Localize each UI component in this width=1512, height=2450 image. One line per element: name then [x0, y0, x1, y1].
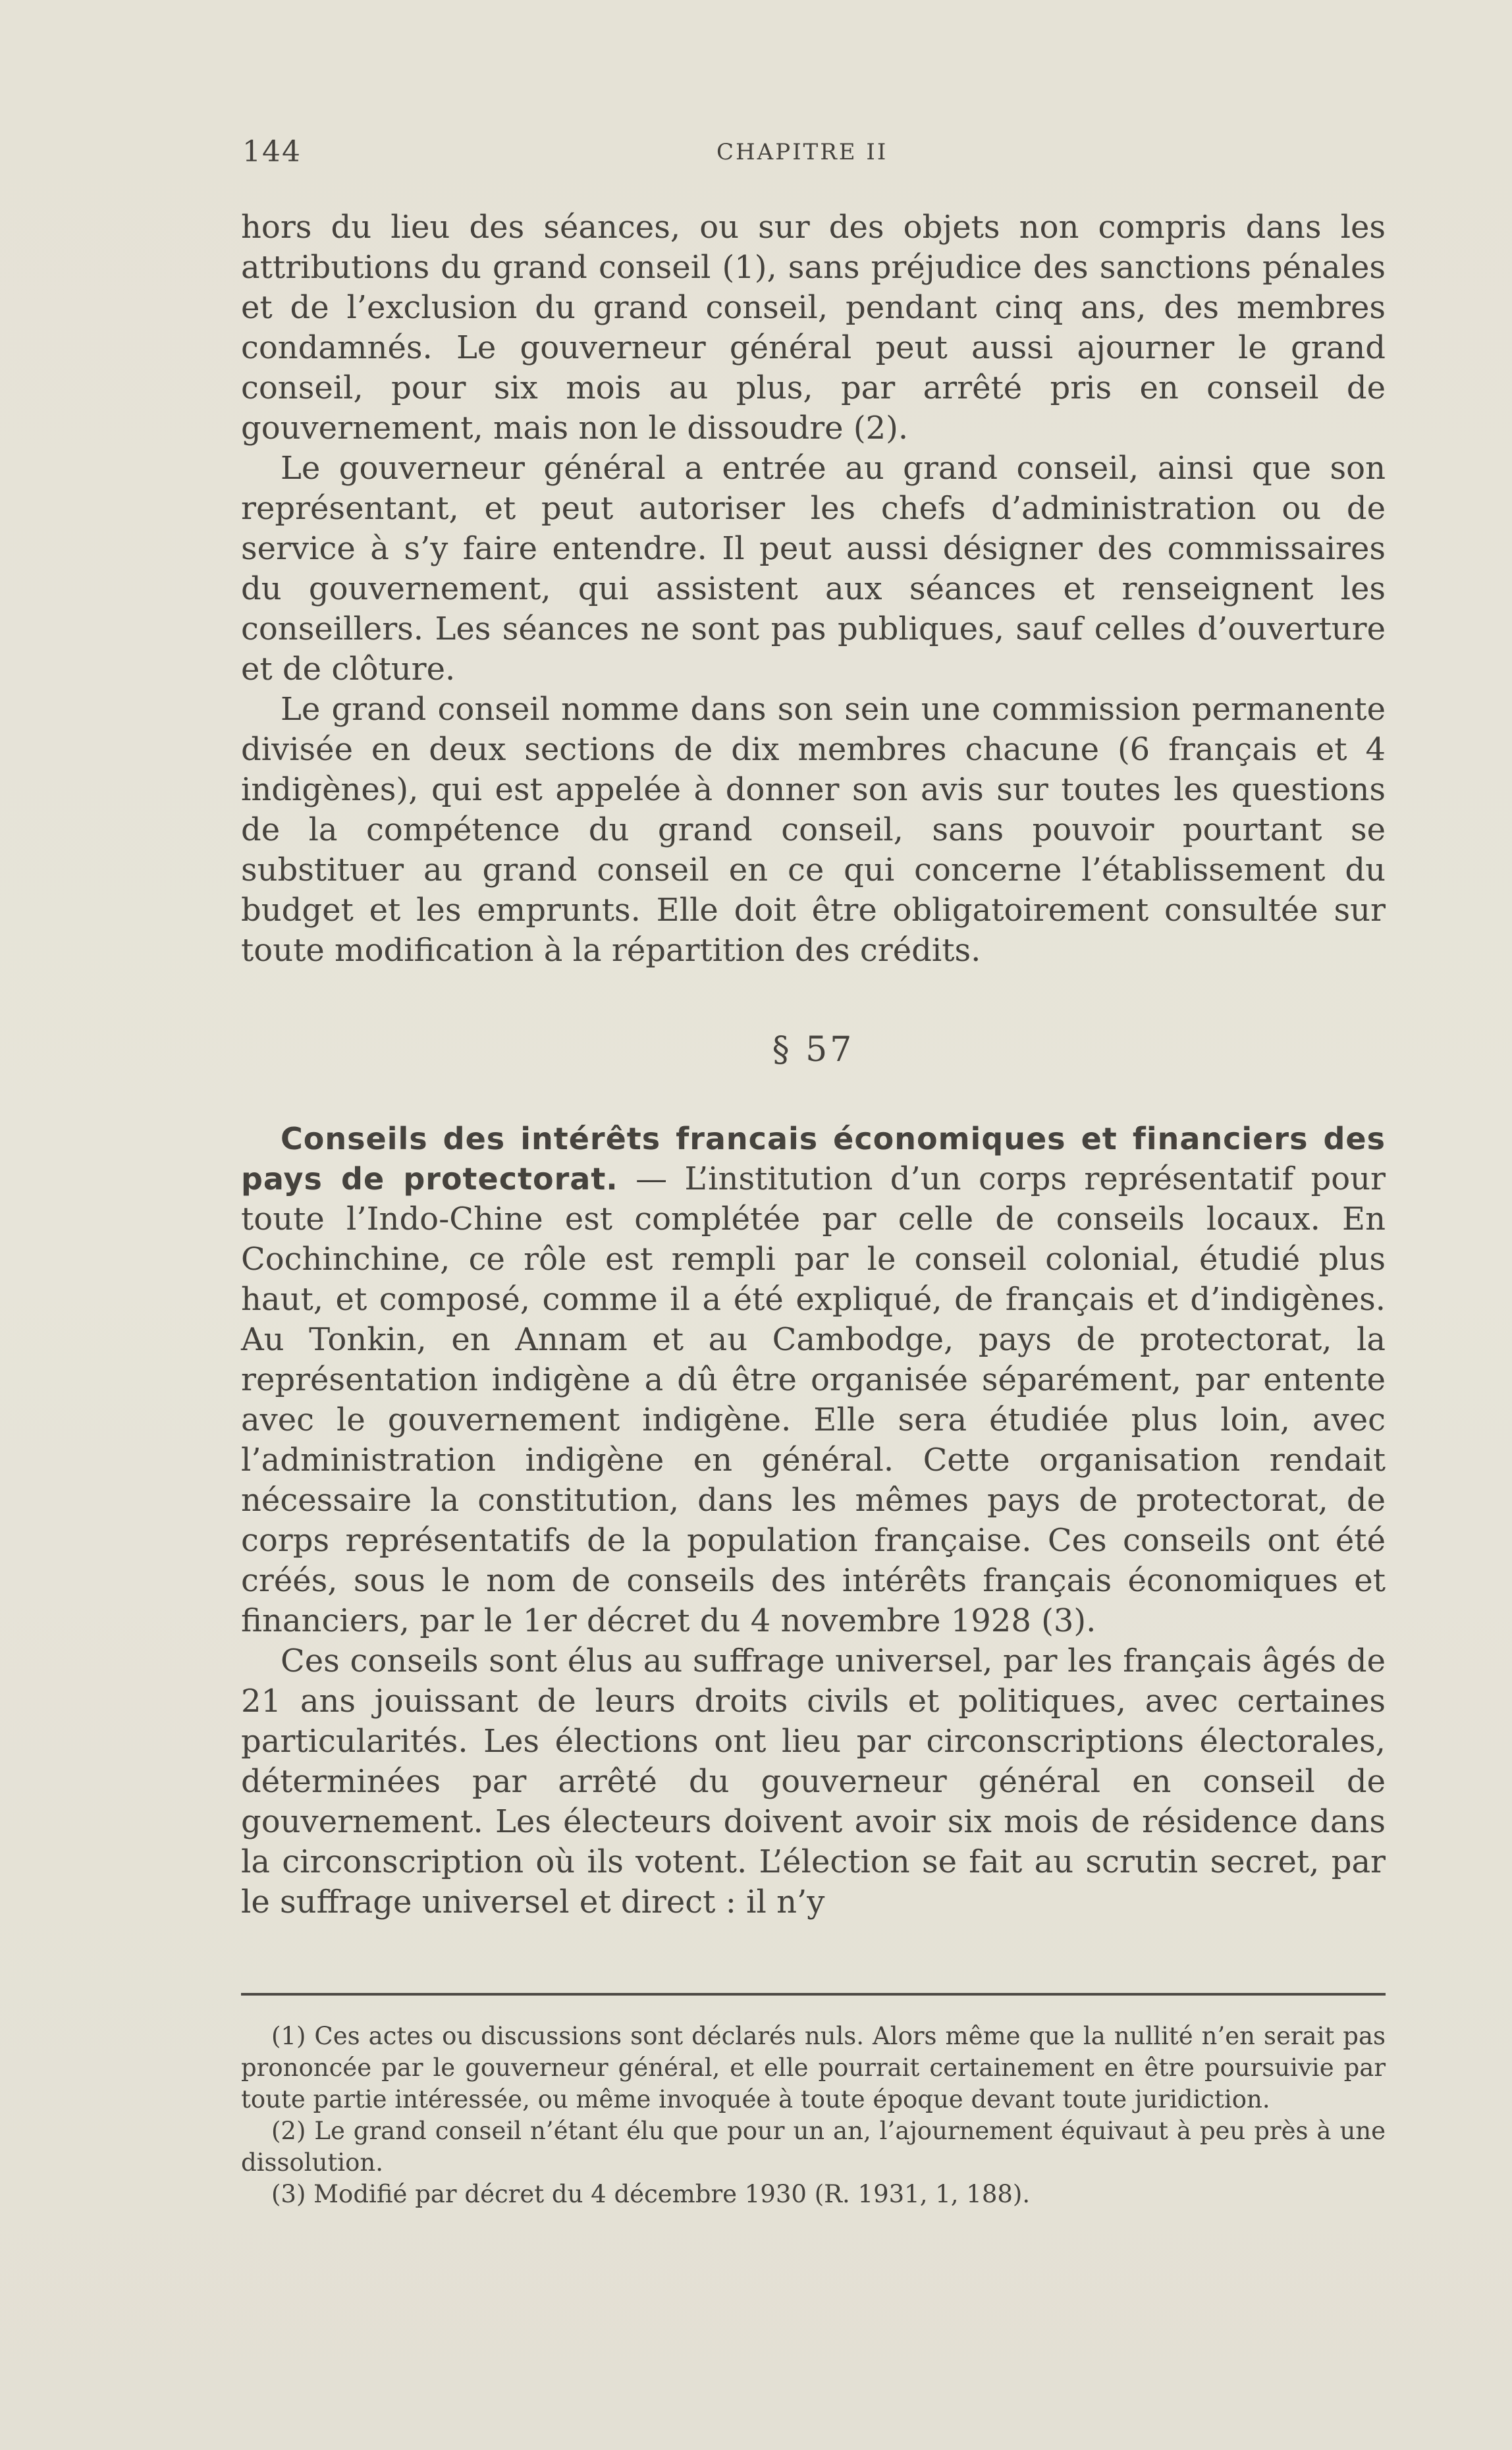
paragraph-elections: Ces conseils sont élus au suffrage universel, par les français âgés de 21 ans jouissant de leurs droits civils et politiques, avec certaines particularités. Les élections ont lieu par circonscriptions électorales, déterminées par arrêté du gouverneur général en conseil de gouvernement. Les électeurs doivent avoir six mois de résidence dans la circonscription où ils votent. L’élection se fait au scrutin secret, par le suffrage universel et direct : il n’y	[241, 1643, 1386, 1920]
page-header	[242, 135, 1386, 175]
section-paragraph	[241, 1119, 1386, 1641]
section-heading: Conseils des intérêts francais économiques et financiers des pays de protectorat.	[241, 1121, 1386, 1197]
footnote-2: (2) Le grand conseil n’étant élu que pour un an, l’ajournement équivaut à peu près à une dissolution.	[241, 2117, 1386, 2177]
footnote-divider	[241, 1993, 1386, 1996]
paragraph-commission: Le grand conseil nomme dans son sein une commission permanente divisée en deux sections de dix membres chacune (6 français et 4 indigènes), qui est appelée à donner son avis sur toutes les questions de la compétence du grand conseil, sans pouvoir pourtant se substituer au grand conseil en ce qui concerne l’établissement du budget et les emprunts. Elle doit être obligatoirement consultée sur toute modification à la répartition des crédits.	[241, 691, 1386, 969]
paragraph-gouverneur: Le gouverneur général a entrée au grand conseil, ainsi que son représentant, et peut autoriser les chefs d’administration ou de service à s’y faire entendre. Il peut aussi désigner des commissaires du gouvernement, qui assistent aux séances et renseignent les conseillers. Les séances ne sont pas publiques, sauf celles d’ouverture et de clôture.	[241, 450, 1386, 688]
page-number: 144	[242, 135, 302, 169]
footnote-1: (1) Ces actes ou discussions sont déclarés nuls. Alors même que la nullité n’en serait pas prononcée par le gouverneur général, et elle pourrait certainement en être poursuivie par toute partie intéressée, ou même invoquée à toute époque devant toute juridiction.	[241, 2022, 1386, 2113]
footnote-3: (3) Modifié par décret du 4 décembre 1930 (R. 1931, 1, 188).	[271, 2180, 1031, 2208]
paragraph-continued: hors du lieu des séances, ou sur des objets non compris dans les attributions du grand conseil (1), sans préjudice des sanctions pénales et de l’exclusion du grand conseil, pendant cinq ans, des membres condamnés. Le gouverneur général peut aussi ajourner le grand conseil, pour six mois au plus, par arrêté pris en conseil de gouvernement, mais non le dissoudre (2).	[241, 209, 1386, 447]
footnotes	[241, 2021, 1386, 2210]
running-head: CHAPITRE II	[716, 139, 888, 165]
section-heading-text: — L’institution d’un corps représentatif pour toute l’Indo-Chine est complétée par celle de conseils locaux. En Cochinchine, ce rôle est rempli par le conseil colonial, étudié plus haut, et composé, comme il a été expliqué, de français et d’indigènes. Au Tonkin, en Annam et au Cambodge, pays de protectorat, la représentation indigène a dû être organisée séparément, par entente avec le gouvernement indigène. Elle sera étudiée plus loin, avec l’administration indigène en général. Cette organisation rendait nécessaire la constitution, dans les mêmes pays de protectorat, de corps représentatifs de la population française. Ces conseils ont été créés, sous le nom de conseils des intérêts français économiques et financiers, par le 1er décret du 4 novembre 1928 (3).	[241, 1160, 1386, 1639]
body-text	[241, 207, 1386, 1922]
section-number: § 57	[772, 1030, 855, 1070]
